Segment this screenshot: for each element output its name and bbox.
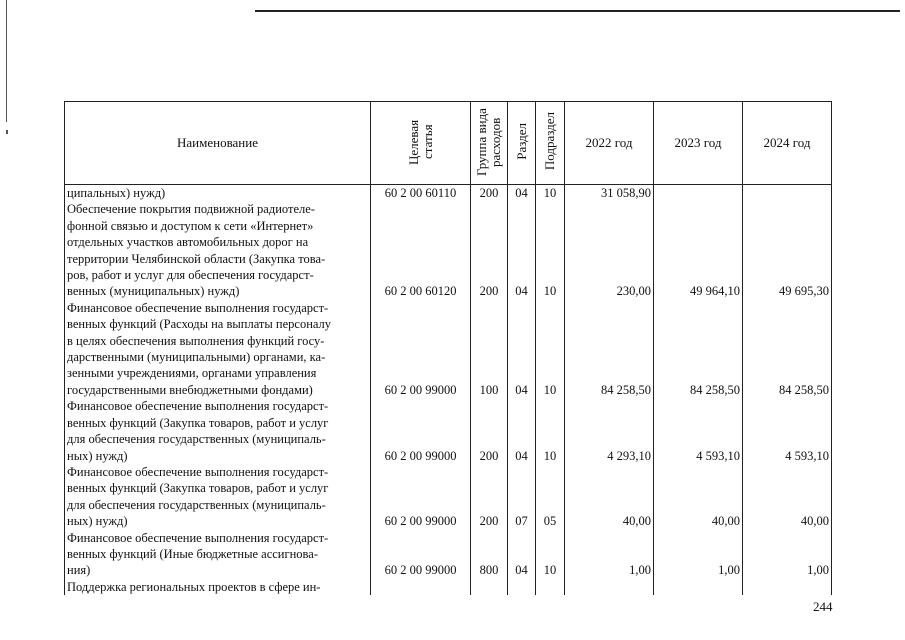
row-name-line: венных (муниципальных) нужд): [67, 284, 240, 299]
row-amount-2024: 4 593,10: [743, 398, 832, 464]
row-subsection: 10: [536, 185, 565, 202]
row-amount-2022: 84 258,50: [565, 300, 654, 398]
table-header-row: [65, 102, 832, 185]
header-target-article: Целевая статья: [371, 102, 471, 185]
row-section: 04: [508, 300, 536, 398]
row-name-line: ров, работ и услуг для обеспечения государст-: [67, 268, 314, 283]
row-amount-2023: 84 258,50: [654, 300, 743, 398]
row-expense-group: 200: [471, 185, 508, 202]
header-name: Наименование: [65, 102, 371, 185]
row-subsection: 10: [536, 530, 565, 579]
row-expense-group: 800: [471, 530, 508, 579]
row-name-line: зенными учреждениями, органами управления: [67, 366, 317, 381]
row-amount-2023: [654, 579, 743, 595]
row-section: 04: [508, 530, 536, 579]
row-target-article: 60 2 00 60120: [371, 201, 471, 299]
row-name-line: ния): [67, 563, 91, 578]
row-amount-2022: 230,00: [565, 201, 654, 299]
row-subsection: [536, 579, 565, 595]
row-expense-group: [471, 579, 508, 595]
header-subsection: Подраздел: [536, 102, 565, 185]
row-amount-2024: 84 258,50: [743, 300, 832, 398]
row-name-line: для обеспечения государственных (муниципаль-: [67, 432, 326, 447]
row-amount-2023: 4 593,10: [654, 398, 743, 464]
row-expense-group: 100: [471, 300, 508, 398]
row-name-line: венных функций (Расходы на выплаты персоналу: [67, 317, 332, 332]
row-name-line: отдельных участков автомобильных дорог на: [67, 235, 309, 250]
row-name: [65, 300, 371, 398]
row-section: 04: [508, 398, 536, 464]
row-subsection: 10: [536, 300, 565, 398]
row-target-article: [371, 579, 471, 595]
row-target-article: 60 2 00 60110: [371, 185, 471, 202]
header-2022: 2022 год: [565, 102, 654, 185]
page-number: 244: [813, 599, 833, 614]
row-name-line: ципальных) нужд): [67, 186, 166, 200]
row-amount-2024: [743, 185, 832, 202]
row-name: [65, 530, 371, 579]
row-name: [65, 464, 371, 530]
table-row: [65, 300, 832, 398]
row-name-line: фонной связью и доступом к сети «Интернет»: [67, 218, 314, 233]
row-name-line: для обеспечения государственных (муниципаль-: [67, 497, 326, 512]
row-name-line: венных функций (Закупка товаров, работ и услуг: [67, 481, 329, 496]
row-section: [508, 579, 536, 595]
table-row: [65, 464, 832, 530]
row-name-line: в целях обеспечения выполнения функций госу-: [67, 333, 325, 348]
row-target-article: 60 2 00 99000: [371, 464, 471, 530]
header-expense-group: Группа вида расходов: [471, 102, 508, 185]
row-subsection: 05: [536, 464, 565, 530]
row-amount-2024: 49 695,30: [743, 201, 832, 299]
row-expense-group: 200: [471, 398, 508, 464]
row-target-article: 60 2 00 99000: [371, 398, 471, 464]
row-name: [65, 398, 371, 464]
row-amount-2022: 40,00: [565, 464, 654, 530]
row-subsection: 10: [536, 201, 565, 299]
row-amount-2024: [743, 579, 832, 595]
row-section: 07: [508, 464, 536, 530]
budget-table: [64, 101, 832, 595]
row-name-line: Поддержка региональных проектов в сфере ин-: [67, 579, 321, 594]
row-name-line: ных) нужд): [67, 448, 128, 463]
row-amount-2024: 40,00: [743, 464, 832, 530]
row-subsection: 10: [536, 398, 565, 464]
row-section: 04: [508, 185, 536, 202]
table-row: [65, 530, 832, 579]
scan-mark: [6, 130, 8, 134]
row-amount-2023: 1,00: [654, 530, 743, 579]
table-row: [65, 201, 832, 299]
scan-border-top: [255, 10, 900, 12]
row-amount-2022: 4 293,10: [565, 398, 654, 464]
row-name-line: Финансовое обеспечение выполнения государст-: [67, 300, 329, 315]
row-name-line: венных функций (Иные бюджетные ассигнова-: [67, 546, 318, 561]
row-name: [65, 579, 371, 595]
table-row: [65, 185, 832, 202]
row-name-line: Обеспечение покрытия подвижной радиотеле-: [67, 202, 315, 217]
row-name-line: дарственными (муниципальными) органами, ка-: [67, 350, 326, 365]
row-name-line: ных) нужд): [67, 514, 128, 529]
row-name-line: территории Челябинской области (Закупка това-: [67, 251, 326, 266]
row-amount-2023: 49 964,10: [654, 201, 743, 299]
header-section: Раздел: [508, 102, 536, 185]
row-name-line: Финансовое обеспечение выполнения государст-: [67, 530, 329, 545]
row-name-line: венных функций (Закупка товаров, работ и услуг: [67, 415, 329, 430]
row-name: [65, 201, 371, 299]
row-amount-2023: 40,00: [654, 464, 743, 530]
header-2023: 2023 год: [654, 102, 743, 185]
row-target-article: 60 2 00 99000: [371, 300, 471, 398]
row-section: 04: [508, 201, 536, 299]
row-name-line: Финансовое обеспечение выполнения государст-: [67, 464, 329, 479]
table-row: [65, 579, 832, 595]
row-amount-2024: 1,00: [743, 530, 832, 579]
table-row: [65, 398, 832, 464]
row-name-line: государственными внебюджетными фондами): [67, 382, 313, 397]
row-name: [65, 185, 371, 202]
scan-border-left: [6, 0, 7, 122]
row-name-line: Финансовое обеспечение выполнения государст-: [67, 399, 329, 414]
header-2024: 2024 год: [743, 102, 832, 185]
row-expense-group: 200: [471, 201, 508, 299]
row-amount-2022: 1,00: [565, 530, 654, 579]
row-amount-2022: 31 058,90: [565, 185, 654, 202]
row-amount-2022: [565, 579, 654, 595]
row-target-article: 60 2 00 99000: [371, 530, 471, 579]
row-expense-group: 200: [471, 464, 508, 530]
row-amount-2023: [654, 185, 743, 202]
